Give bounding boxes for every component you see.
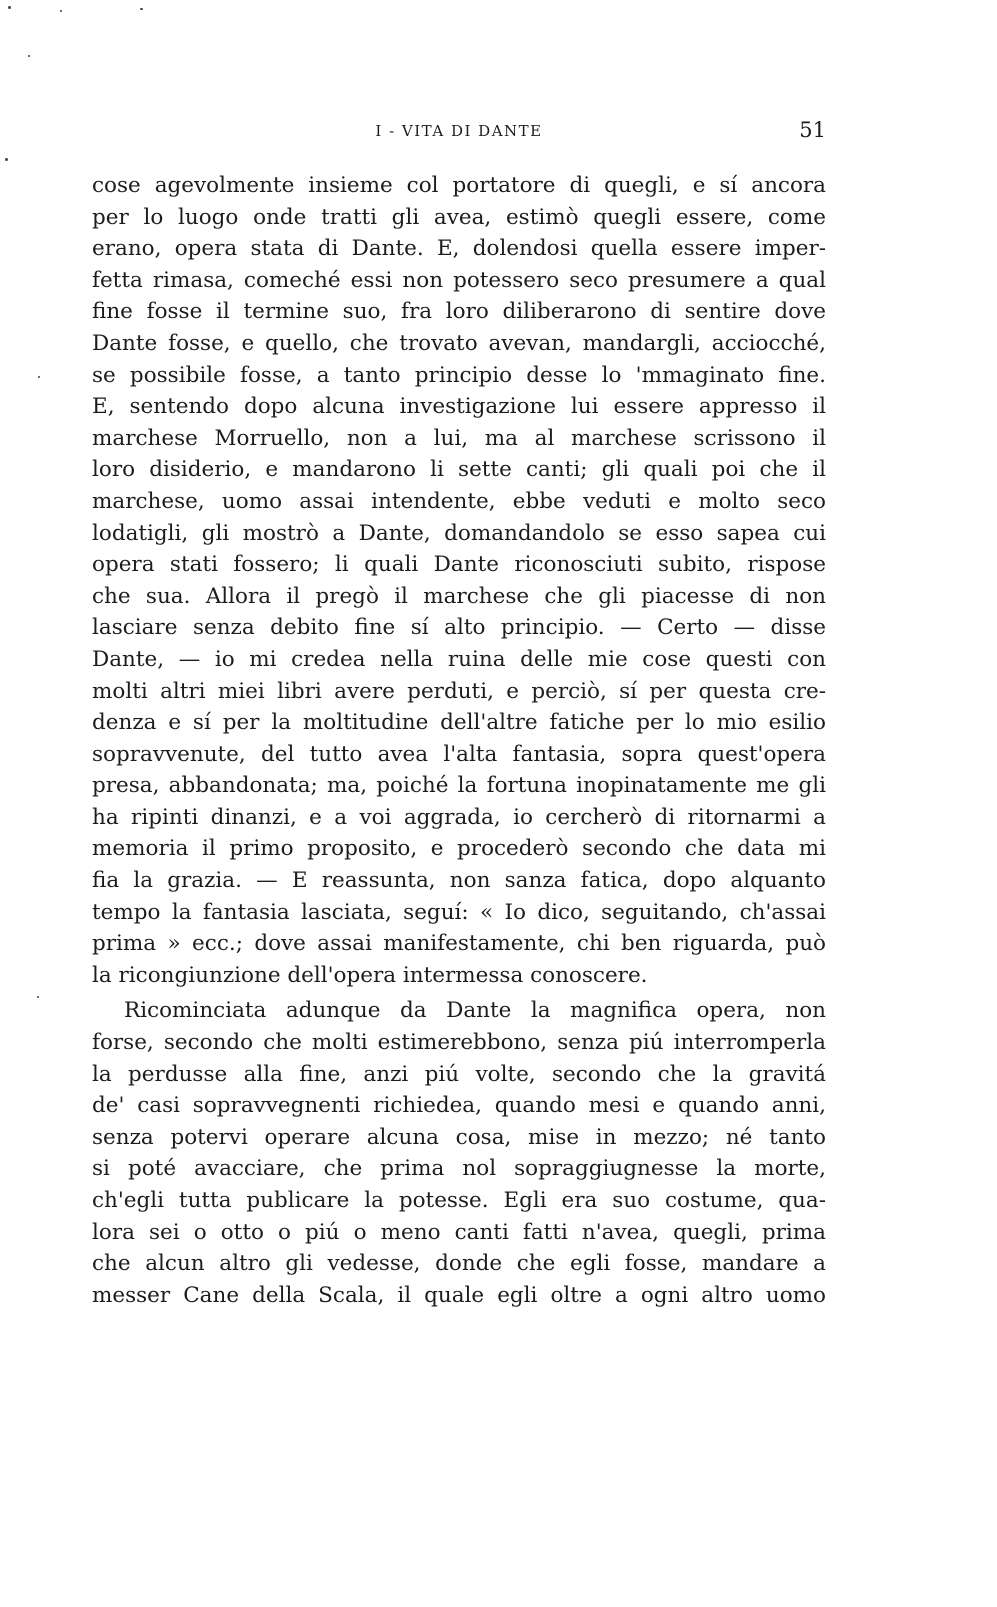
text-line: presa, abbandonata; ma, poiché la fortuna inopinatamente me gli — [92, 773, 826, 799]
scan-speck — [38, 376, 40, 378]
scan-speck — [37, 996, 39, 998]
scan-speck — [28, 55, 30, 57]
scan-speck — [5, 158, 8, 161]
scan-speck — [140, 8, 143, 10]
text-line: memoria il primo proposito, e procederò secondo che data mi — [92, 836, 826, 862]
paragraph-2 — [92, 995, 826, 1311]
text-line: fine fosse il termine suo, fra loro diliberarono di sentire dove — [92, 299, 826, 325]
text-line: tempo la fantasia lasciata, seguí: « Io dico, seguitando, ch'assai — [92, 899, 826, 925]
text-line: forse, secondo che molti estimerebbono, senza piú interromperla — [92, 1030, 826, 1056]
text-line: fia la grazia. — E reassunta, non sanza fatica, dopo alquanto — [92, 868, 826, 894]
text-line: Dante fosse, e quello, che trovato avevan, mandargli, acciocché, — [92, 330, 826, 356]
text-line: opera stati fossero; li quali Dante riconosciuti subito, rispose — [92, 552, 826, 578]
text-line: erano, opera stata di Dante. E, dolendosi quella essere imper- — [92, 236, 826, 262]
body-text — [92, 170, 826, 1311]
text-line: lasciare senza debito fine sí alto principio. — Certo — disse — [92, 615, 826, 641]
text-line: lodatigli, gli mostrò a Dante, domandandolo se esso sapea cui — [92, 520, 826, 546]
text-line: messer Cane della Scala, il quale egli oltre a ogni altro uomo — [92, 1282, 826, 1308]
text-line: loro disiderio, e mandarono li sette canti; gli quali poi che il — [92, 457, 826, 483]
text-line: senza potervi operare alcuna cosa, mise in mezzo; né tanto — [92, 1124, 826, 1150]
text-line: molti altri miei libri avere perduti, e perciò, sí per questa cre- — [92, 678, 826, 704]
running-title: I - VITA DI DANTE — [375, 122, 543, 140]
text-line: fetta rimasa, comeché essi non potessero seco presumere a qual — [92, 267, 826, 293]
text-line: marchese Morruello, non a lui, ma al marchese scrissono il — [92, 425, 826, 451]
text-line: ha ripinti dinanzi, e a voi aggrada, io cercherò di ritornarmi a — [92, 804, 826, 830]
text-line: denza e sí per la moltitudine dell'altre fatiche per lo mio esilio — [92, 710, 826, 736]
text-line: se possibile fosse, a tanto principio desse lo 'mmaginato fine. — [92, 362, 826, 388]
text-line: ch'egli tutta publicare la potesse. Egli era suo costume, qua- — [92, 1188, 826, 1213]
scan-speck — [60, 10, 62, 12]
text-line: la ricongiunzione dell'opera intermessa conoscere. — [92, 962, 648, 988]
page-number: 51 — [799, 118, 826, 142]
text-line: lora sei o otto o piú o meno canti fatti n'avea, quegli, prima — [92, 1219, 826, 1245]
paragraph-1 — [92, 170, 826, 991]
scan-speck — [8, 6, 11, 9]
text-line: si poté avacciare, che prima nol sopraggiugnesse la morte, — [92, 1156, 826, 1182]
text-line: prima » ecc.; dove assai manifestamente, chi ben riguarda, può — [92, 931, 826, 957]
text-line: Dante, — io mi credea nella ruina delle mie cose questi con — [92, 646, 826, 672]
text-line: marchese, uomo assai intendente, ebbe veduti e molto seco — [92, 488, 826, 514]
text-line: la perdusse alla fine, anzi piú volte, secondo che la gravitá — [92, 1061, 826, 1087]
text-line: che sua. Allora il pregò il marchese che gli piacesse di non — [92, 583, 826, 609]
page-header — [92, 118, 826, 148]
text-line: de' casi sopravvegnenti richiedea, quando mesi e quando anni, — [92, 1093, 826, 1119]
text-line: cose agevolmente insieme col portatore di quegli, e sí ancora — [92, 173, 826, 198]
text-line: per lo luogo onde tratti gli avea, estimò quegli essere, come — [92, 204, 826, 230]
text-line: E, sentendo dopo alcuna investigazione lui essere appresso il — [92, 394, 826, 420]
text-line: sopravvenute, del tutto avea l'alta fantasia, sopra quest'opera — [92, 741, 826, 767]
text-line: Ricominciata adunque da Dante la magnifica opera, non — [124, 998, 826, 1024]
text-line: che alcun altro gli vedesse, donde che egli fosse, mandare a — [92, 1251, 826, 1277]
